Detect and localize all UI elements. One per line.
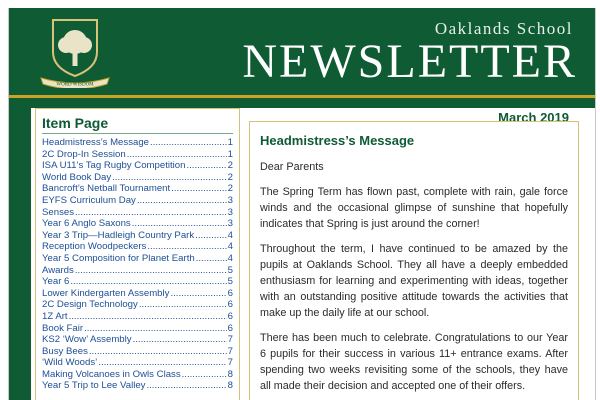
- dot-leader: [146, 380, 226, 392]
- dot-leader: [150, 137, 227, 149]
- newsletter-page: [8, 8, 596, 400]
- contents-item[interactable]: [42, 149, 233, 161]
- dot-leader: [75, 265, 227, 277]
- contents-item-page: 7: [227, 345, 233, 357]
- contents-item-page: 7: [227, 357, 233, 369]
- dot-leader: [139, 299, 227, 311]
- contents-item-label: ISA U11’s Tag Rugby Competition: [42, 160, 186, 172]
- contents-item-page: 3: [227, 206, 233, 218]
- contents-item-label: EYFS Curriculum Day: [42, 194, 136, 206]
- contents-list: [42, 137, 233, 392]
- article-title: Headmistress’s Message: [260, 133, 415, 148]
- contents-item-label: KS2 ‘Wow’ Assembly: [42, 334, 132, 346]
- contents-item-page: 2: [227, 171, 233, 183]
- contents-item-page: 4: [227, 241, 233, 253]
- contents-panel: [35, 108, 240, 400]
- contents-item[interactable]: [42, 183, 233, 195]
- contents-item[interactable]: [42, 276, 233, 288]
- dot-leader: [133, 334, 227, 346]
- article-paragraph: Throughout the term, I have continued to be amazed by the pupils at Oaklands School. They all have a deeply embedded enthusiasm for learning and experimenting with ideas, together with an outstanding positive attitude towards the activities that make up the daily life at our school.: [260, 243, 568, 319]
- dot-leader: [98, 357, 226, 369]
- contents-item[interactable]: [42, 218, 233, 230]
- contents-item-page: 8: [227, 368, 233, 380]
- contents-item-page: 6: [227, 322, 233, 334]
- contents-item[interactable]: [42, 230, 233, 242]
- contents-item-label: Awards: [42, 264, 74, 276]
- contents-item-page: 5: [227, 276, 233, 288]
- dot-leader: [70, 276, 226, 288]
- crest-motto: WORD WISDOM: [56, 82, 94, 88]
- contents-item-label: Year 3 Trip—Hadleigh Country Park: [42, 229, 195, 241]
- contents-item-page: 1: [227, 137, 233, 148]
- contents-item-page: 2: [227, 160, 233, 172]
- dot-leader: [112, 172, 227, 184]
- contents-item[interactable]: [42, 299, 233, 311]
- article-paragraph: Dear Parents: [260, 161, 324, 173]
- contents-item-label: Year 6 Anglo Saxons: [42, 218, 131, 230]
- contents-item-label: 2C Design Technology: [42, 299, 138, 311]
- contents-item-label: 1Z Art: [42, 310, 68, 322]
- contents-item-label: Year 5 Trip to Lee Valley: [42, 380, 146, 392]
- contents-item-label: Year 6: [42, 276, 70, 288]
- contents-item-page: 6: [227, 299, 233, 311]
- contents-item[interactable]: [42, 346, 233, 358]
- dot-leader: [69, 311, 227, 323]
- contents-item[interactable]: [42, 241, 233, 253]
- contents-item[interactable]: [42, 207, 233, 219]
- article-paragraph: The Spring Term has flown past, complete with rain, gale force winds and the occasional glimpse of sunshine that hopefully indicates that Spring is just around the corner!: [260, 186, 568, 230]
- school-name: Oaklands School: [434, 19, 573, 38]
- issue-date: March 2019: [498, 110, 569, 125]
- contents-item-label: Year 5 Composition for Planet Earth: [42, 252, 195, 264]
- dot-leader: [171, 183, 226, 195]
- contents-item[interactable]: [42, 160, 233, 172]
- dot-leader: [75, 207, 227, 219]
- newsletter-title: NEWSLETTER: [242, 35, 577, 88]
- school-crest-icon: [31, 16, 119, 88]
- contents-title: Item Page: [42, 115, 109, 131]
- contents-item[interactable]: [42, 323, 233, 335]
- contents-item[interactable]: [42, 172, 233, 184]
- article-paragraph: There has been much to celebrate. Congratulations to our Year 6 pupils for their success in various 11+ entrance exams. After spending two weeks revisiting some of the schools, they have all made their decision and accepted one of their offers.: [260, 332, 568, 392]
- contents-item-label: Reception Woodpeckers: [42, 241, 147, 253]
- contents-item[interactable]: [42, 380, 233, 392]
- contents-item-page: 4: [227, 252, 233, 264]
- contents-item-label: Headmistress’s Message: [42, 137, 149, 148]
- dot-leader: [89, 346, 227, 358]
- contents-item-label: Bancroft’s Netball Tournament: [42, 183, 171, 195]
- contents-item-page: 1: [227, 148, 233, 160]
- dot-leader: [196, 253, 227, 265]
- contents-item[interactable]: [42, 253, 233, 265]
- contents-divider: [42, 133, 233, 134]
- contents-item-label: Busy Bees: [42, 345, 88, 357]
- contents-item[interactable]: [42, 369, 233, 381]
- green-divider: [9, 98, 595, 108]
- contents-item[interactable]: [42, 357, 233, 369]
- sidebar-background: [9, 108, 31, 400]
- contents-item-page: 8: [227, 380, 233, 392]
- headmistress-article: [249, 121, 579, 400]
- dot-leader: [170, 288, 226, 300]
- contents-item-page: 3: [227, 194, 233, 206]
- contents-item-label: Lower Kindergarten Assembly: [42, 287, 170, 299]
- dot-leader: [127, 149, 227, 161]
- contents-item-page: 7: [227, 334, 233, 346]
- article-body: [260, 159, 568, 400]
- contents-item-page: 4: [227, 229, 233, 241]
- contents-item-label: World Book Day: [42, 171, 112, 183]
- contents-item-label: Making Volcanoes in Owls Class: [42, 368, 181, 380]
- dot-leader: [132, 218, 227, 230]
- dot-leader: [147, 241, 226, 253]
- contents-item[interactable]: [42, 311, 233, 323]
- contents-item-page: 6: [227, 287, 233, 299]
- contents-item[interactable]: [42, 195, 233, 207]
- contents-item-page: 3: [227, 218, 233, 230]
- contents-item-label: Senses: [42, 206, 74, 218]
- contents-item-label: 2C Drop-In Session: [42, 148, 126, 160]
- contents-item[interactable]: [42, 288, 233, 300]
- dot-leader: [182, 369, 227, 381]
- masthead-banner: [9, 8, 595, 95]
- contents-item-page: 2: [227, 183, 233, 195]
- contents-item-page: 6: [227, 310, 233, 322]
- contents-item[interactable]: [42, 265, 233, 277]
- dot-leader: [195, 230, 227, 242]
- dot-leader: [84, 323, 227, 335]
- contents-item-label: ‘Wild Woods’: [42, 357, 98, 369]
- contents-item-page: 5: [227, 264, 233, 276]
- contents-item[interactable]: [42, 334, 233, 346]
- dot-leader: [137, 195, 227, 207]
- contents-item[interactable]: [42, 137, 233, 149]
- dot-leader: [186, 160, 226, 172]
- contents-item-label: Book Fair: [42, 322, 84, 334]
